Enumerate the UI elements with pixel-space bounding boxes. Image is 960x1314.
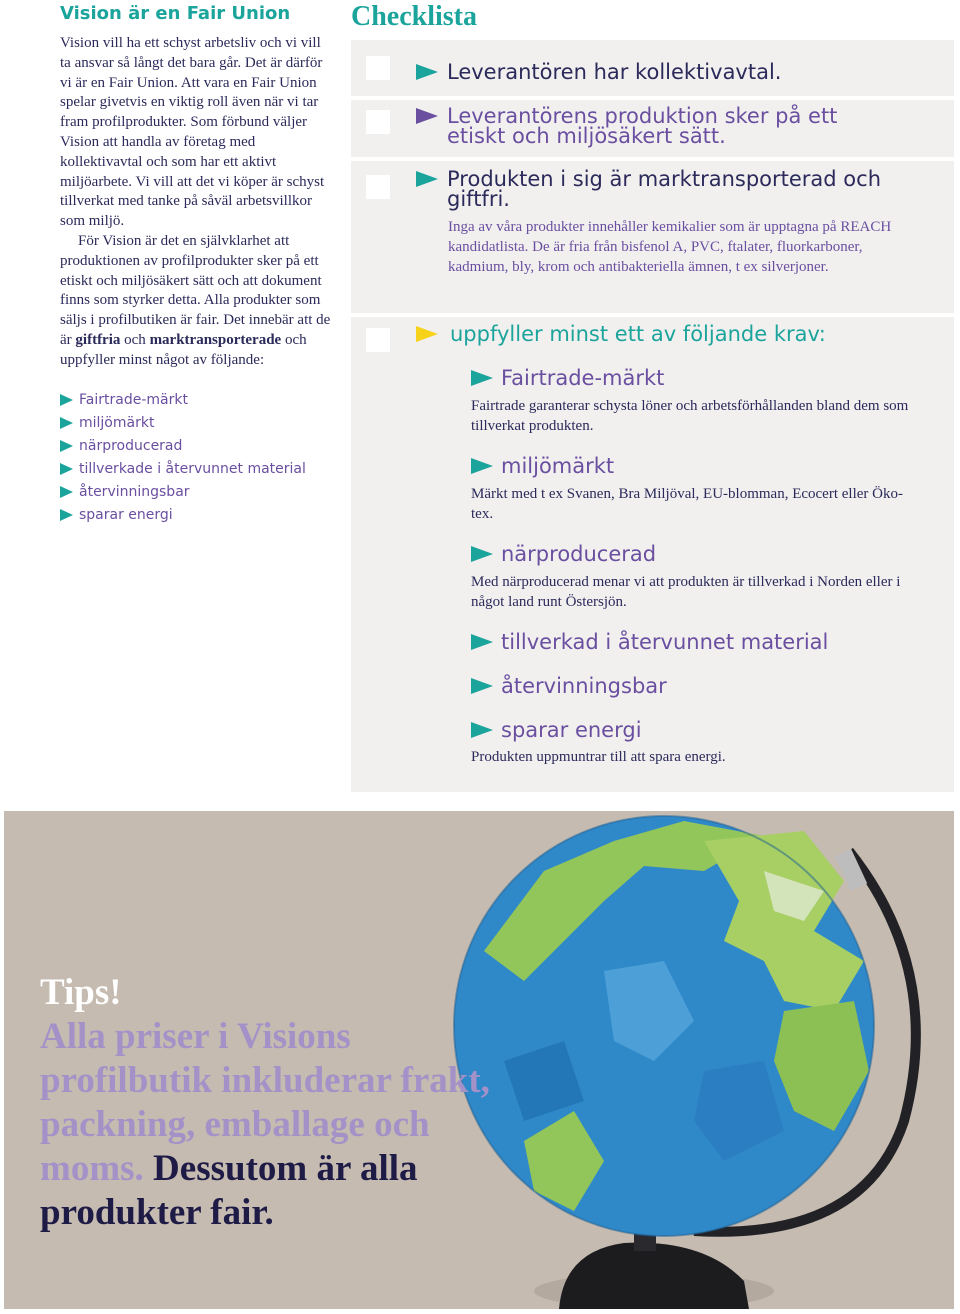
divider bbox=[351, 96, 954, 100]
triangle-bullet-icon bbox=[471, 634, 493, 650]
divider bbox=[351, 157, 954, 161]
check-item-giftfri: Produkten i sig är marktransporterad och giftfri. bbox=[447, 167, 882, 211]
miljomarkt-description: Märkt med t ex Svanen, Bra Miljöval, EU-blomman, Ecocert eller Öko-tex. bbox=[471, 486, 903, 522]
tips-label: Tips! bbox=[40, 972, 122, 1013]
list-item: tillverkade i återvunnet material bbox=[60, 458, 332, 481]
list-item: sparar energi bbox=[60, 504, 332, 527]
fairtrade-description: Fairtrade garanterar schysta löner och arbetsförhållanden bland dem som tillverkat produkten. bbox=[471, 398, 909, 434]
criteria-list bbox=[60, 389, 332, 527]
check-item-kollektivavtal: Leverantören har kollektivavtal. bbox=[447, 60, 782, 84]
list-item: miljömärkt bbox=[60, 412, 332, 435]
triangle-bullet-icon bbox=[471, 546, 493, 562]
triangle-bullet-icon bbox=[60, 417, 73, 429]
divider bbox=[351, 313, 954, 317]
tips-box bbox=[40, 971, 520, 1235]
checkbox-krav[interactable] bbox=[366, 328, 390, 352]
triangle-bullet-icon bbox=[471, 370, 493, 386]
triangle-bullet-icon bbox=[60, 463, 73, 475]
triangle-bullet-icon bbox=[60, 440, 73, 452]
triangle-bullet-icon bbox=[471, 678, 493, 694]
list-item: närproducerad bbox=[60, 435, 332, 458]
triangle-bullet-icon bbox=[471, 722, 493, 738]
triangle-bullet-icon bbox=[60, 486, 73, 498]
triangle-bullet-icon bbox=[60, 509, 73, 521]
intro-heading: Vision är en Fair Union bbox=[60, 3, 291, 24]
pointer-arrow-icon bbox=[416, 326, 438, 342]
pointer-arrow-icon bbox=[416, 108, 438, 124]
check-item-produktion: Leverantörens produktion sker på ett etiskt och miljösäkert sätt. bbox=[447, 104, 838, 148]
intro-column bbox=[60, 2, 332, 527]
fair-paragraph: För Vision är det en självklarhet att produktionen av profilprodukter sker på ett etiskt och miljösäkert sätt och att dokument finns som styrker detta. Alla produkter som säljs i profilbutiken är fair. Det innebär att de är giftfria och marktransporterade och uppfyller minst något av följande: bbox=[60, 232, 331, 368]
giftfri-description: Inga av våra produkter innehåller kemikalier som är upptagna på REACH kandidatlista. De är fria från bisfenol A, PVC, ftalater, fluorkarboner, kadmium, bly, krom och antibakteriella ämnen, t ex silverjoner. bbox=[448, 219, 892, 275]
globe-photo bbox=[4, 811, 954, 1309]
check-item-krav: uppfyller minst ett av följande krav: bbox=[450, 322, 826, 346]
intro-paragraph: Vision vill ha ett schyst arbetsliv och vi vill ta ansvar så långt det bara går. Det är därför vi är en Fair Union. Att vara en Fair Union spelar givetvis en viktig roll även när vi tar fram profilprodukter. Som förbund väljer Vision att handla av företag med kollektivavtal och som har ett aktivt miljöarbete. Vi vill att det vi köper är schyst tillverkat med tanke på såväl arbetsvillkor som miljö. bbox=[60, 35, 325, 230]
triangle-bullet-icon bbox=[60, 394, 73, 406]
triangle-bullet-icon bbox=[471, 458, 493, 474]
sparar-energi-description: Produkten uppmuntrar till att spara energi. bbox=[471, 749, 726, 765]
checkbox-giftfri[interactable] bbox=[366, 175, 390, 199]
pointer-arrow-icon bbox=[416, 171, 438, 187]
checklist-title: Checklista bbox=[351, 1, 477, 32]
narproducerad-description: Med närproducerad menar vi att produkten är tillverkad i Norden eller i något land runt Östersjön. bbox=[471, 574, 901, 610]
tips-text: Alla priser i Visions profilbutik inkluderar frakt, packning, emballage och moms. Dessutom är alla produkter fair. bbox=[40, 1016, 490, 1233]
list-item: återvinningsbar bbox=[60, 481, 332, 504]
checkbox-kollektivavtal[interactable] bbox=[366, 56, 390, 80]
pointer-arrow-icon bbox=[416, 64, 438, 80]
list-item: Fairtrade-märkt bbox=[60, 389, 332, 412]
checkbox-produktion[interactable] bbox=[366, 110, 390, 134]
